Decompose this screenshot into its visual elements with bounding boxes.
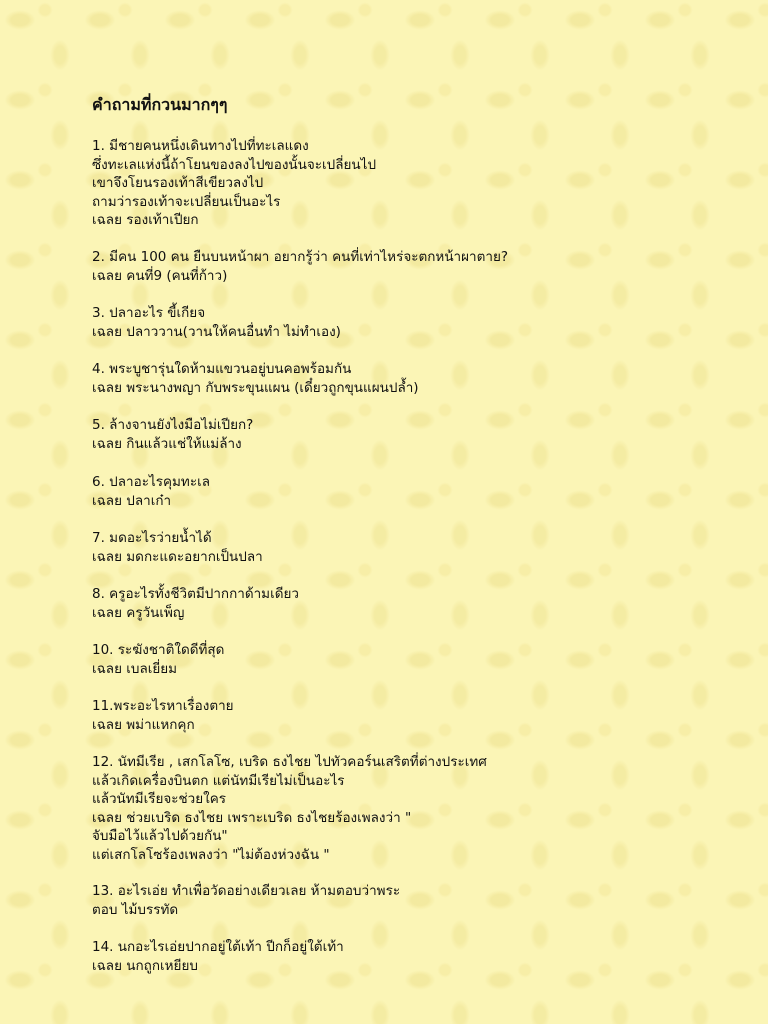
question-2-line-1: 2. มีคน 100 คน ยืนบนหน้าผา อยากรู้ว่า คนที่เท่าไหร่จะตกหน้าผาตาย? [92,249,509,265]
question-6 [92,473,732,510]
question-7 [92,529,732,566]
question-2 [92,248,732,285]
question-3-answer: เฉลย ปลาววาน(วานให้คนอื่นทำ ไม่ทำเอง) [92,323,341,340]
question-6-answer: เฉลย ปลาเก๋า [92,492,172,509]
question-12 [92,753,732,864]
question-10-answer: เฉลย เบลเยี่ยม [92,660,178,677]
question-12-line-1: 12. นัทมีเรีย , เสกโลโซ, เบริด ธงไชย ไปทัวคอร์นเสริตที่ต่างประเทศ [92,754,487,770]
question-8-answer: เฉลย ครูวันเพ็ญ [92,604,185,621]
question-6-line-1: 6. ปลาอะไรคุมทะเล [92,474,210,490]
question-1 [92,137,732,230]
question-2-answer: เฉลย คนที่9 (คนที่ก้าว) [92,267,228,284]
question-12-answer-line-3: แต่เสกโลโซร้องเพลงว่า "ไม่ต้องห่วงฉัน " [92,846,330,863]
question-12-answer-line-2: จับมือไว้แล้วไปด้วยกัน" [92,828,228,844]
question-12-line-3: แล้วนัทมีเรียจะช่วยใคร [92,791,227,807]
page-title: คำถามที่กวนมากๆๆ [92,95,228,114]
question-8-line-1: 8. ครูอะไรทั้งชีวิตมีปากกาด้ามเดียว [92,586,299,602]
question-14-line-1: 14. นกอะไรเอ่ยปากอยู่ใต้เท้า ปีกก็อยู่ใต้เท้า [92,939,344,955]
question-5 [92,416,732,453]
question-4-line-1: 4. พระบูชารุ่นใดห้ามแขวนอยู่บนคอพร้อมกัน [92,361,352,377]
question-5-answer: เฉลย กินแล้วแช่ให้แม่ล้าง [92,435,242,452]
question-4 [92,360,732,397]
question-14 [92,938,732,975]
question-1-line-3: เขาจึงโยนรองเท้าสีเขียวลงไป [92,175,264,191]
question-4-answer: เฉลย พระนางพญา กับพระขุนแผน (เดี๋ยวถูกขุนแผนปล้ำ) [92,379,419,396]
question-13 [92,882,732,919]
question-12-answer: เฉลย ช่วยเบริด ธงไชย เพราะเบริด ธงไชยร้องเพลงว่า " [92,809,412,826]
question-5-line-1: 5. ล้างจานยังไงมือไม่เปียก? [92,417,254,433]
question-3-line-1: 3. ปลาอะไร ขี้เกียจ [92,305,206,321]
question-11-line-1: 11.พระอะไรหาเรื่องตาย [92,698,234,714]
question-10-line-1: 10. ระฆังชาติใดดีที่สุด [92,642,225,658]
question-8 [92,585,732,622]
question-11-answer: เฉลย พม่าแหกคุก [92,716,195,733]
question-13-line-1: 13. อะไรเอ่ย ทำเพื่อวัดอย่างเดียวเลย ห้ามตอบว่าพระ [92,883,401,899]
question-1-line-2: ซึ่งทะเลแห่งนี้ถ้าโยนของลงไปของนั้นจะเปลี่ยนไป [92,156,377,173]
question-13-answer: ตอบ ไม้บรรทัด [92,901,179,918]
question-7-line-1: 7. มดอะไรว่ายน้ำได้ [92,530,212,546]
question-7-answer: เฉลย มดกะแดะอยากเป็นปลา [92,548,263,565]
question-1-line-4: ถามว่ารองเท้าจะเปลี่ยนเป็นอะไร [92,193,281,210]
question-1-line-1: 1. มีชายคนหนึ่งเดินทางไปที่ทะเลแดง [92,138,309,154]
question-11 [92,697,732,734]
question-1-answer: เฉลย รองเท้าเปียก [92,212,199,228]
question-12-line-2: แล้วเกิดเครื่องบินตก แต่นัทมีเรียไม่เป็นอะไร [92,772,345,789]
question-14-answer: เฉลย นกถูกเหยียบ [92,957,198,974]
question-10 [92,641,732,678]
question-3 [92,304,732,341]
